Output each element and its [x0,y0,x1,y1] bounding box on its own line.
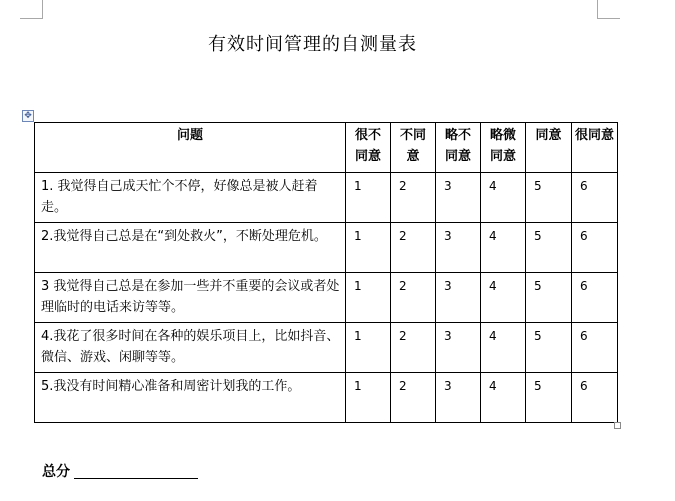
score-cell[interactable]: 6 [572,373,618,423]
score-cell[interactable]: 3 [436,273,481,323]
score-cell[interactable]: 6 [572,323,618,373]
score-cell[interactable]: 6 [572,223,618,273]
document-title: 有效时间管理的自测量表 [208,34,417,55]
table-row [35,173,618,223]
score-cell[interactable]: 4 [481,223,526,273]
table-row [35,223,618,273]
table-row [35,373,618,423]
header-question: 问题 [35,123,346,173]
score-cell[interactable]: 3 [436,373,481,423]
move-handle-icon[interactable]: ✥ [22,110,34,122]
table-header-row [35,123,618,173]
score-cell[interactable]: 5 [526,373,572,423]
header-agree: 同意 [526,123,572,173]
question-text: 3 我觉得自己总是在参加一些并不重要的会议或者处理临时的电话来访等等。 [35,273,346,323]
survey-table [34,122,618,423]
score-cell[interactable]: 1 [346,273,391,323]
header-strongly-agree: 很同意 [572,123,618,173]
score-cell[interactable]: 4 [481,323,526,373]
question-text: 1. 我觉得自己成天忙个不停，好像总是被人赶着走。 [35,173,346,223]
page-margin-corner-top-right [597,0,620,19]
header-slightly-agree: 略微同意 [481,123,526,173]
score-cell[interactable]: 1 [346,173,391,223]
score-cell[interactable]: 6 [572,173,618,223]
total-score-label: 总分 [42,464,70,480]
score-cell[interactable]: 1 [346,373,391,423]
score-cell[interactable]: 4 [481,273,526,323]
score-cell[interactable]: 1 [346,323,391,373]
score-cell[interactable]: 5 [526,223,572,273]
score-cell[interactable]: 5 [526,323,572,373]
score-cell[interactable]: 3 [436,173,481,223]
score-cell[interactable]: 5 [526,273,572,323]
score-cell[interactable]: 2 [391,273,436,323]
resize-handle-icon[interactable] [614,422,621,429]
question-text: 4.我花了很多时间在各种的娱乐项目上，比如抖音、微信、游戏、闲聊等等。 [35,323,346,373]
score-cell[interactable]: 2 [391,223,436,273]
score-cell[interactable]: 1 [346,223,391,273]
score-cell[interactable]: 5 [526,173,572,223]
table-row [35,323,618,373]
score-cell[interactable]: 4 [481,373,526,423]
score-cell[interactable]: 2 [391,323,436,373]
question-text: 2.我觉得自己总是在“到处救火”，不断处理危机。 [35,223,346,273]
score-cell[interactable]: 3 [436,223,481,273]
score-cell[interactable]: 2 [391,173,436,223]
header-strongly-disagree: 很不同意 [346,123,391,173]
score-cell[interactable]: 6 [572,273,618,323]
page-margin-corner-top-left [20,0,43,19]
score-cell[interactable]: 2 [391,373,436,423]
header-slightly-disagree: 略不同意 [436,123,481,173]
score-cell[interactable]: 3 [436,323,481,373]
header-disagree: 不同意 [391,123,436,173]
table-row [35,273,618,323]
question-text: 5.我没有时间精心准备和周密计划我的工作。 [35,373,346,423]
score-cell[interactable]: 4 [481,173,526,223]
total-score-blank[interactable] [74,478,198,479]
